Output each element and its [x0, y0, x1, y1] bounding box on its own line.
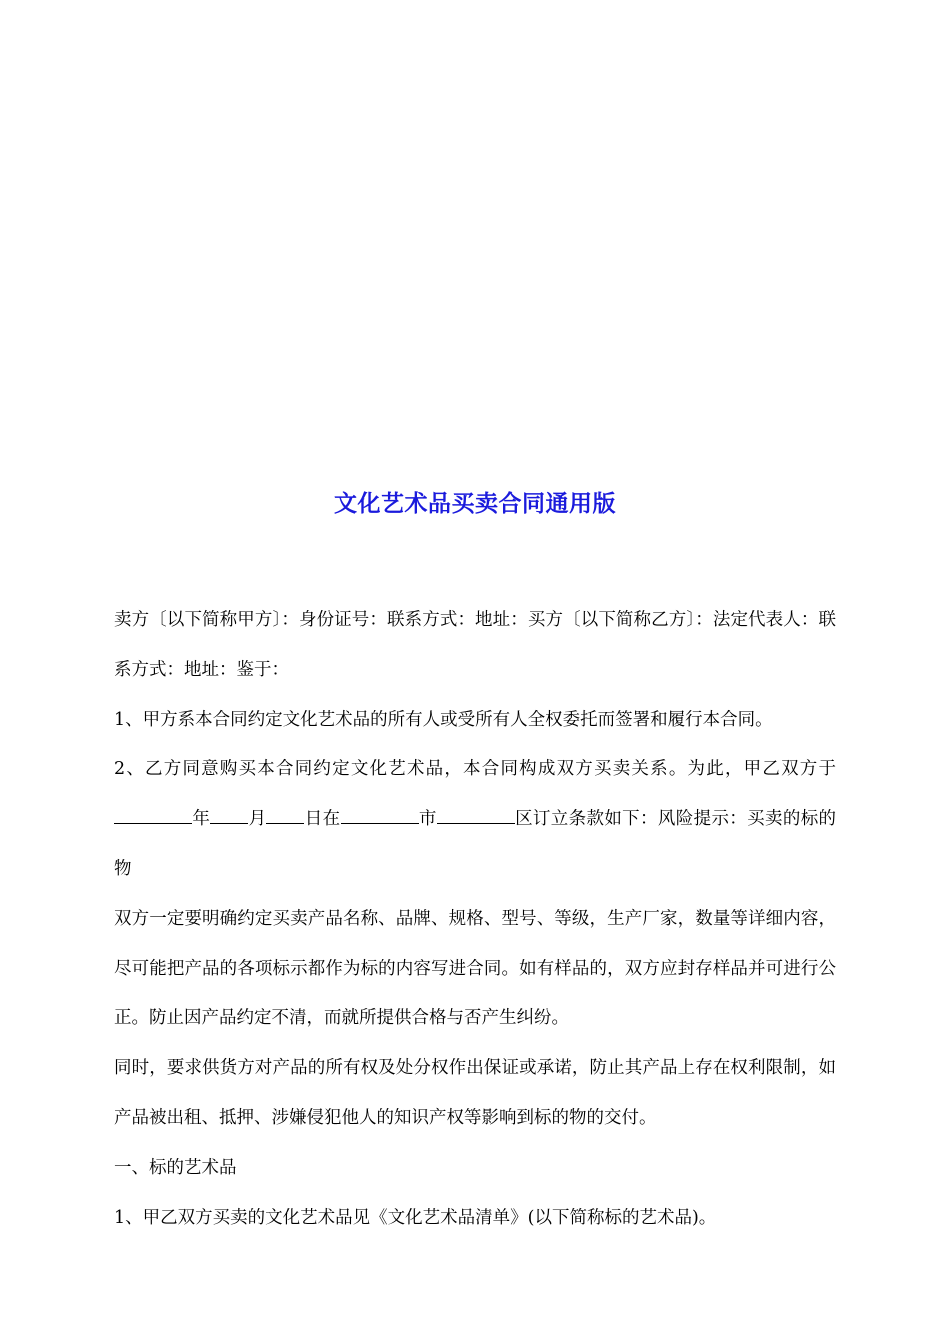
risk-note-paragraph: 双方一定要明确约定买卖产品名称、品牌、规格、型号、等级，生产厂家，数量等详细内容，尽可能把产品的各项标示都作为标的内容写进合同。如有样品的，双方应封存样品并可进行公正。防止因产品约定不清，而就所提供合格与否产生纠纷。: [114, 908, 836, 1029]
section-1-clause-1: 1、甲乙双方买卖的文化艺术品见《文化艺术品清单》(以下简称标的艺术品)。: [114, 1207, 717, 1228]
year-blank: [114, 805, 192, 824]
district-blank: [437, 805, 515, 824]
ownership-paragraph: 同时，要求供货方对产品的所有权及处分权作出保证或承诺，防止其产品上存在权利限制，如产品被出租、抵押、涉嫌侵犯他人的知识产权等影响到标的物的交付。: [114, 1058, 836, 1128]
document-title: 文化艺术品买卖合同通用版: [334, 491, 616, 517]
clause-1-paragraph: 1、甲方系本合同约定文化艺术品的所有人或受所有人全权委托而签署和履行本合同。: [114, 709, 773, 730]
clause-2-paragraph: [114, 745, 836, 894]
clause-2-text-start: 2、乙方同意购买本合同约定文化艺术品，本合同构成双方买卖关系。为此，甲乙双方于: [114, 759, 836, 780]
document-body: [114, 596, 836, 1243]
day-label: 日在: [304, 809, 341, 830]
parties-paragraph: 卖方〔以下简称甲方〕：身份证号：联系方式：地址：买方〔以下简称乙方〕：法定代表人：联系方式：地址：鉴于：: [114, 610, 836, 680]
city-blank: [341, 805, 419, 824]
city-label: 市: [418, 809, 437, 830]
month-blank: [210, 805, 248, 824]
day-blank: [266, 805, 304, 824]
month-label: 月: [248, 809, 267, 830]
clause-2-text-end: 区订立条款如下：风险提示：买卖的标的物: [114, 809, 837, 879]
year-label: 年: [192, 809, 211, 830]
section-1-heading: 一、标的艺术品: [114, 1157, 237, 1178]
